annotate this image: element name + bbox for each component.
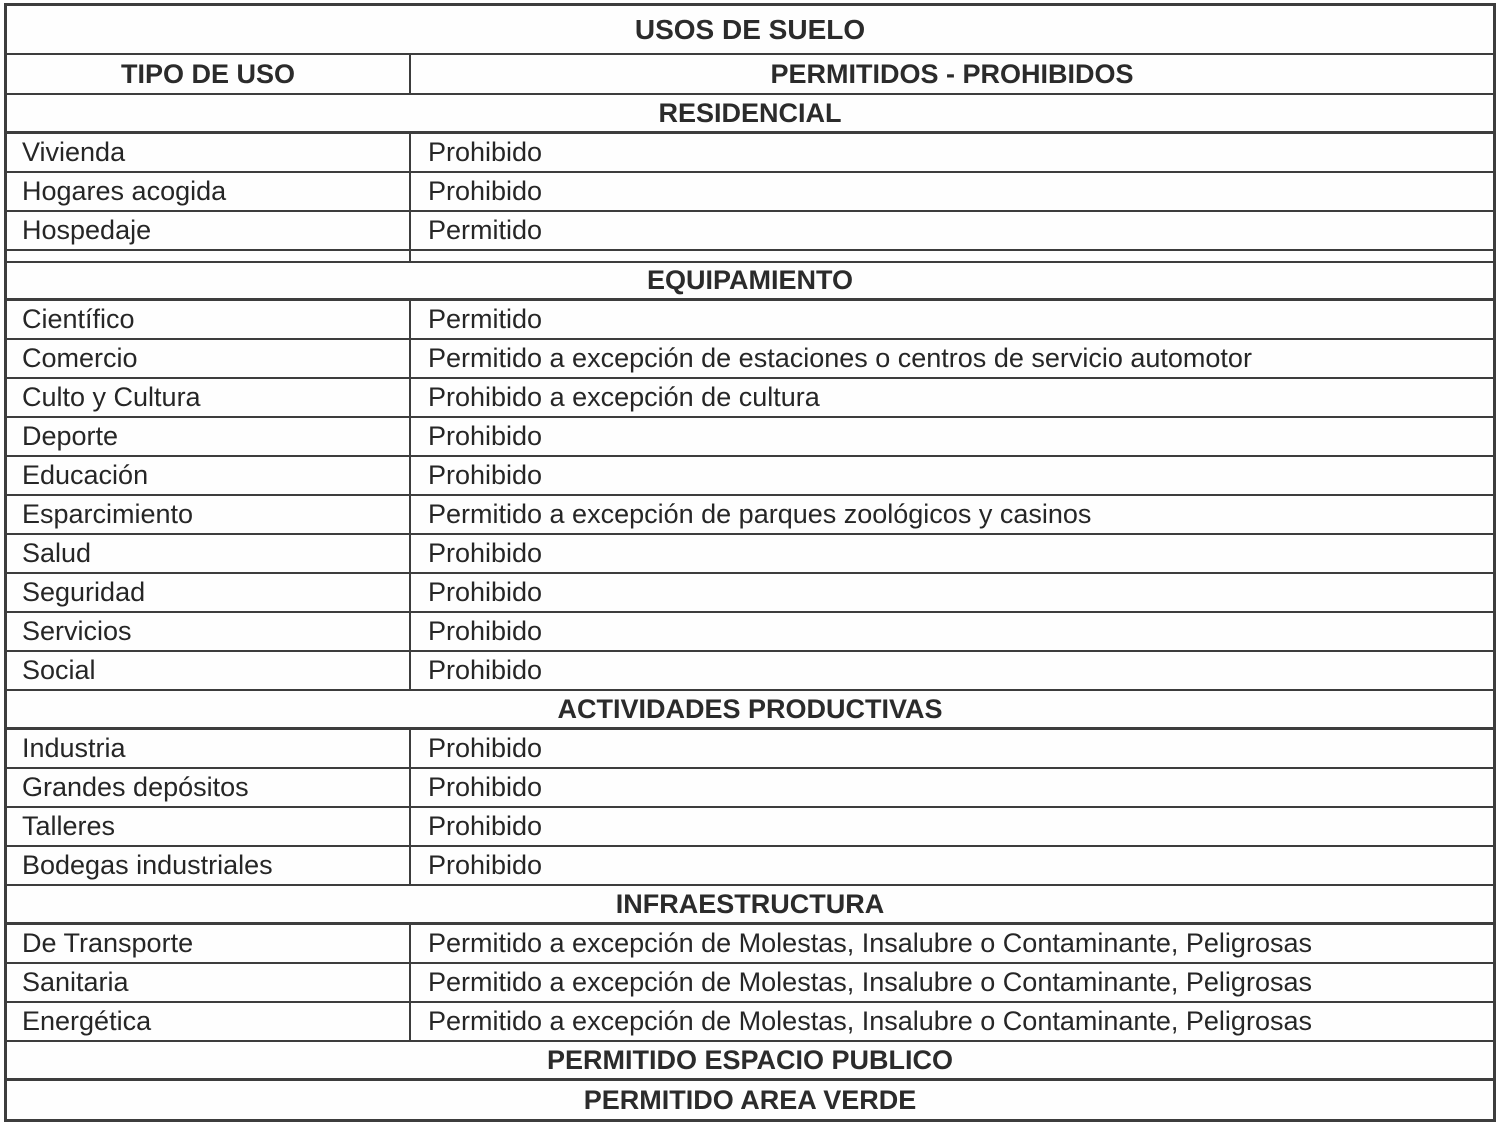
use-cell: Bodegas industriales xyxy=(22,850,273,880)
status-cell: Permitido xyxy=(409,301,1493,338)
table-row xyxy=(7,212,1493,251)
table-row xyxy=(7,1003,1493,1042)
table-row xyxy=(7,613,1493,652)
use-cell: Culto y Cultura xyxy=(22,382,201,412)
column-header-permitidos-prohibidos: PERMITIDOS - PROHIBIDOS xyxy=(409,55,1493,93)
status-cell: Prohibido xyxy=(409,457,1493,494)
status-cell: Prohibido xyxy=(409,847,1493,884)
status-cell: Prohibido xyxy=(409,173,1493,210)
table-row xyxy=(7,301,1493,340)
column-header-row xyxy=(7,55,1493,95)
use-cell: Social xyxy=(22,655,96,685)
use-cell: Talleres xyxy=(22,811,116,841)
footer-permitido-espacio-publico: PERMITIDO ESPACIO PUBLICO xyxy=(7,1042,1493,1081)
status-cell: Prohibido xyxy=(409,613,1493,650)
use-cell: Hospedaje xyxy=(22,215,152,245)
status-cell: Prohibido xyxy=(409,730,1493,767)
use-cell: Seguridad xyxy=(22,577,146,607)
table-row xyxy=(7,925,1493,964)
table-row xyxy=(7,379,1493,418)
use-cell: Salud xyxy=(22,538,92,568)
table-row xyxy=(7,418,1493,457)
use-cell: Grandes depósitos xyxy=(22,772,249,802)
table-row xyxy=(7,808,1493,847)
status-cell: Prohibido xyxy=(409,535,1493,572)
status-cell: Permitido a excepción de Molestas, Insalubre o Contaminante, Peligrosas xyxy=(409,1003,1493,1040)
spacer-cell xyxy=(7,251,409,261)
use-cell: Científico xyxy=(22,304,135,334)
table-row xyxy=(7,173,1493,212)
section-header-infraestructura: INFRAESTRUCTURA xyxy=(7,886,1493,925)
table-title: USOS DE SUELO xyxy=(7,6,1493,55)
section-header-actividades-productivas: ACTIVIDADES PRODUCTIVAS xyxy=(7,691,1493,730)
column-header-tipo-de-uso: TIPO DE USO xyxy=(120,58,296,89)
use-cell: Deporte xyxy=(22,421,119,451)
use-cell: Energética xyxy=(22,1006,152,1036)
table-row xyxy=(7,964,1493,1003)
status-cell: Prohibido a excepción de cultura xyxy=(409,379,1493,416)
status-cell: Prohibido xyxy=(409,574,1493,611)
status-cell: Permitido a excepción de estaciones o centros de servicio automotor xyxy=(409,340,1493,377)
table-row xyxy=(7,730,1493,769)
status-cell: Permitido a excepción de Molestas, Insalubre o Contaminante, Peligrosas xyxy=(409,925,1493,962)
table-row xyxy=(7,340,1493,379)
use-cell: Sanitaria xyxy=(22,967,129,997)
use-cell: De Transporte xyxy=(22,928,194,958)
use-cell: Servicios xyxy=(22,616,132,646)
status-cell: Prohibido xyxy=(409,652,1493,689)
status-cell: Permitido a excepción de parques zoológicos y casinos xyxy=(409,496,1493,533)
spacer-row xyxy=(7,251,1493,263)
use-cell: Vivienda xyxy=(22,137,126,167)
table-row xyxy=(7,652,1493,691)
status-cell: Prohibido xyxy=(409,769,1493,806)
table-row xyxy=(7,457,1493,496)
use-cell: Hogares acogida xyxy=(22,176,227,206)
section-header-equipamiento: EQUIPAMIENTO xyxy=(7,263,1493,301)
table-row xyxy=(7,535,1493,574)
table-row xyxy=(7,574,1493,613)
use-cell: Educación xyxy=(22,460,149,490)
usos-de-suelo-table xyxy=(4,3,1496,1122)
use-cell: Industria xyxy=(22,733,126,763)
status-cell: Prohibido xyxy=(409,134,1493,171)
status-cell: Prohibido xyxy=(409,418,1493,455)
spacer-cell xyxy=(409,251,1493,261)
use-cell: Esparcimiento xyxy=(22,499,194,529)
status-cell: Permitido a excepción de Molestas, Insalubre o Contaminante, Peligrosas xyxy=(409,964,1493,1001)
status-cell: Prohibido xyxy=(409,808,1493,845)
table-row xyxy=(7,847,1493,886)
table-row xyxy=(7,769,1493,808)
footer-permitido-area-verde: PERMITIDO AREA VERDE xyxy=(7,1081,1493,1119)
status-cell: Permitido xyxy=(409,212,1493,249)
table-row xyxy=(7,134,1493,173)
table-row xyxy=(7,496,1493,535)
section-header-residencial: RESIDENCIAL xyxy=(7,95,1493,134)
use-cell: Comercio xyxy=(22,343,138,373)
